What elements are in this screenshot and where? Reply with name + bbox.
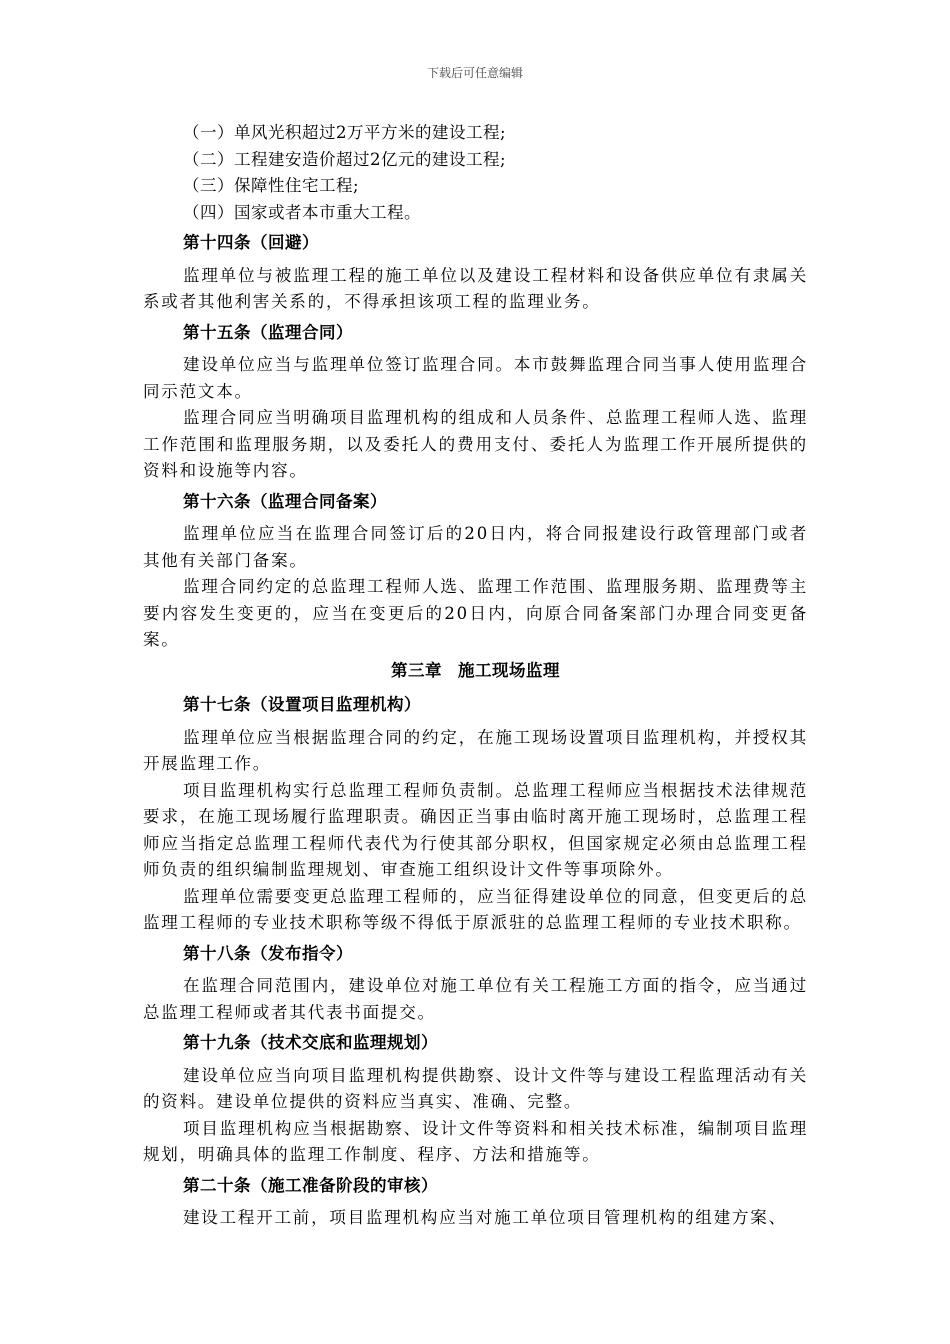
paragraph: 监理单位应当根据监理合同的约定，在施工现场设置项目监理机构，并授权其开展监理工作。 (143, 727, 808, 773)
paragraph: 监理单位与被监理工程的施工单位以及建设工程材料和设备供应单位有隶属关系或者其他利害关系的，不得承担该项工程的监理业务。 (143, 265, 808, 311)
list-item: （一）单风光积超过2万平方米的建设工程; (183, 123, 507, 142)
article-heading: 第十九条（技术交底和监理规划） (183, 1033, 438, 1052)
paragraph: 监理合同应当明确项目监理机构的组成和人员条件、总监理工程师人选、监理工作范围和监理服务期，以及委托人的费用支付、委托人为监理工作开展所提供的资料和设施等内容。 (143, 408, 808, 480)
paragraph: 建设工程开工前，项目监理机构应当对施工单位项目管理机构的组建方案、 (183, 1208, 787, 1227)
paragraph: 项目监理机构实行总监理工程师负责制。总监理工程师应当根据技术法律规范要求，在施工现场履行监理职责。确因正当事由临时离开施工现场时，总监理工程师应当指定总监理工程师代表代为行使其部分职权，但国家规定必须由总监理工程师负责的组织编制监理规划、审查施工组织设计文件等事项除外。 (143, 780, 808, 879)
paragraph: 在监理合同范围内，建设单位对施工单位有关工程施工方面的指令，应当通过总监理工程师或者其代表书面提交。 (143, 976, 808, 1022)
header-note: 下载后可任意编辑 (426, 66, 523, 80)
article-heading: 第十六条（监理合同备案） (183, 491, 387, 511)
paragraph: 建设单位应当向项目监理机构提供勘察、设计文件等与建设工程监理活动有关的资料。建设单位提供的资料应当真实、准确、完整。 (143, 1065, 808, 1111)
paragraph: 建设单位应当与监理单位签订监理合同。本市鼓舞监理合同当事人使用监理合同示范文本。 (143, 355, 808, 401)
chapter-number: 第三章 (391, 660, 442, 680)
article-heading: 第二十条（施工准备阶段的审核） (183, 1175, 438, 1195)
paragraph: 监理单位需要变更总监理工程师的，应当征得建设单位的同意，但变更后的总监理工程师的专业技术职称等级不得低于原派驻的总监理工程师的专业技术职称。 (143, 886, 808, 932)
article-heading: 第十四条（回避） (183, 233, 319, 252)
list-item: （二）工程建安造价超过2亿元的建设工程; (183, 149, 507, 169)
list-item: （三）保障性住宅工程; (183, 176, 360, 195)
paragraph: 监理单位应当在监理合同签订后的20日内，将合同报建设行政管理部门或者其他有关部门备案。 (143, 524, 808, 570)
document-body (143, 120, 808, 1232)
article-heading: 第十八条（发布指令） (183, 943, 353, 963)
chapter-heading (143, 658, 808, 685)
paragraph: 项目监理机构应当根据勘察、设计文件等资料和相关技术标准，编制项目监理规划，明确具体的监理工作制度、程序、方法和措施等。 (143, 1118, 808, 1164)
list-item: （四）国家或者本市重大工程。 (183, 202, 421, 222)
paragraph: 监理合同约定的总监理工程师人选、监理工作范围、监理服务期、监理费等主要内容发生变更的，应当在变更后的20日内，向原合同备案部门办理合同变更备案。 (143, 577, 808, 649)
article-heading: 第十七条（设置项目监理机构） (183, 695, 421, 714)
article-heading: 第十五条（监理合同） (183, 322, 353, 342)
chapter-title: 施工现场监理 (458, 660, 560, 680)
